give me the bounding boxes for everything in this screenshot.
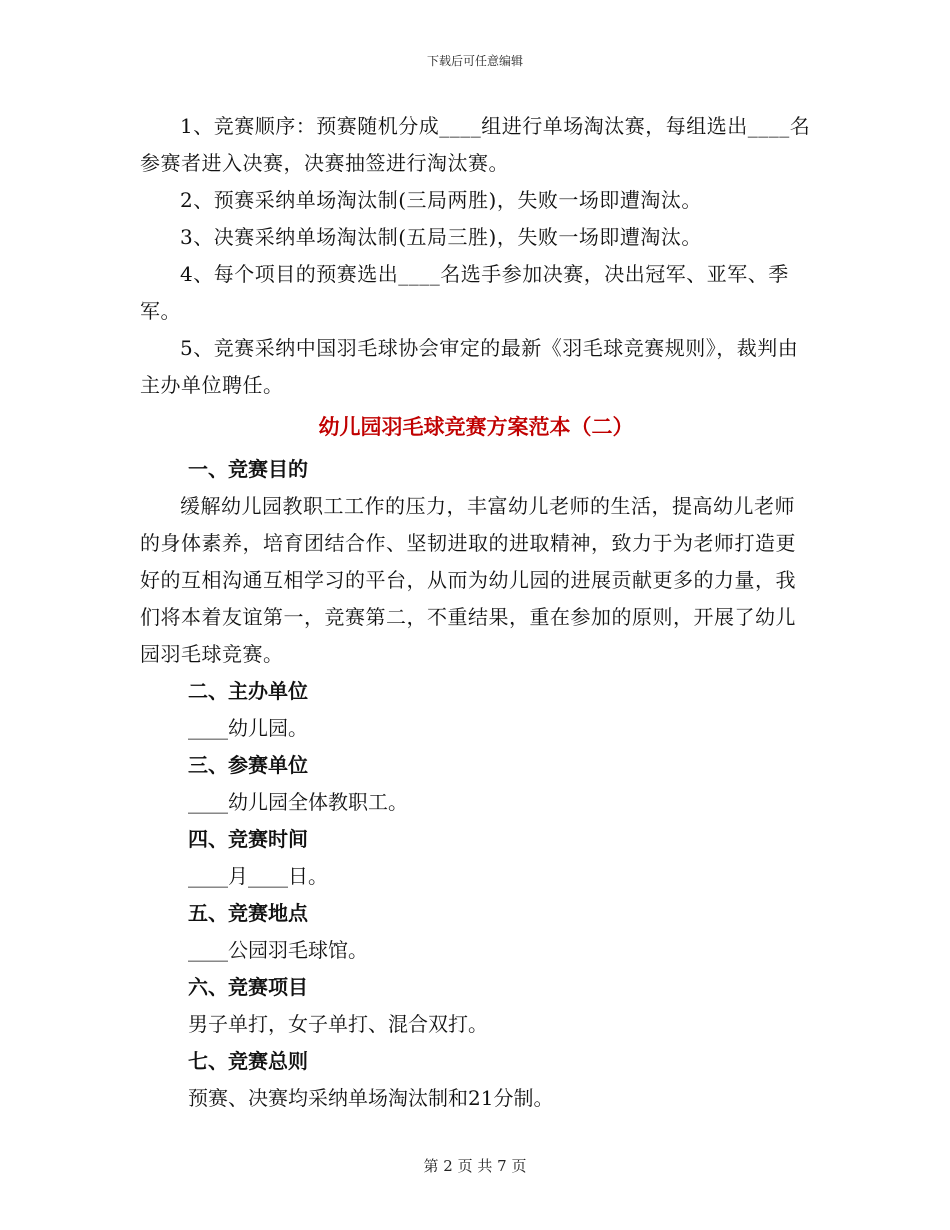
rule-2: 2、预赛采纳单场淘汰制(三局两胜)，失败一场即遭淘汰。 xyxy=(180,188,702,212)
body-participants: ____幼儿园全体教职工。 xyxy=(188,790,408,814)
body-venue: ____公园羽毛球馆。 xyxy=(188,938,368,962)
heading-general-rules: 七、竞赛总则 xyxy=(188,1049,308,1073)
heading-venue: 五、竞赛地点 xyxy=(188,901,308,925)
section-title: 幼儿园羽毛球竞赛方案范本（二） xyxy=(318,414,634,439)
body-organizer: ____幼儿园。 xyxy=(188,716,308,740)
heading-organizer: 二、主办单位 xyxy=(188,679,308,703)
body-events: 男子单打，女子单打、混合双打。 xyxy=(188,1012,488,1036)
rule-4: 4、每个项目的预赛选出____名选手参加决赛，决出冠军、亚军、季军。 xyxy=(140,262,789,323)
page-footer: 第 2 页 共 7 页 xyxy=(423,1157,527,1175)
rule-3: 3、决赛采纳单场淘汰制(五局三胜)，失败一场即遭淘汰。 xyxy=(180,225,702,249)
body-general-rules: 预赛、决赛均采纳单场淘汰制和21分制。 xyxy=(188,1086,554,1110)
heading-purpose: 一、竞赛目的 xyxy=(188,457,308,481)
body-time: ____月____日。 xyxy=(188,864,328,888)
document-body xyxy=(140,108,812,1117)
page-header: 下载后可任意编辑 xyxy=(426,54,523,68)
heading-time: 四、竞赛时间 xyxy=(188,827,308,851)
heading-events: 六、竞赛项目 xyxy=(188,975,308,999)
rule-1: 1、竞赛顺序：预赛随机分成____组进行单场淘汰赛，每组选出____名参赛者进入决赛，决赛抽签进行淘汰赛。 xyxy=(140,114,811,175)
rule-5: 5、竞赛采纳中国羽毛球协会审定的最新《羽毛球竞赛规则》，裁判由主办单位聘任。 xyxy=(140,336,799,397)
body-purpose: 缓解幼儿园教职工工作的压力，丰富幼儿老师的生活，提高幼儿老师的身体素养，培育团结合作、坚韧进取的进取精神，致力于为老师打造更好的互相沟通互相学习的平台，从而为幼儿园的进展贡献更多的力量，我们将本着友谊第一，竞赛第二，不重结果，重在参加的原则，开展了幼儿园羽毛球竞赛。 xyxy=(140,494,796,666)
heading-participants: 三、参赛单位 xyxy=(188,753,308,777)
